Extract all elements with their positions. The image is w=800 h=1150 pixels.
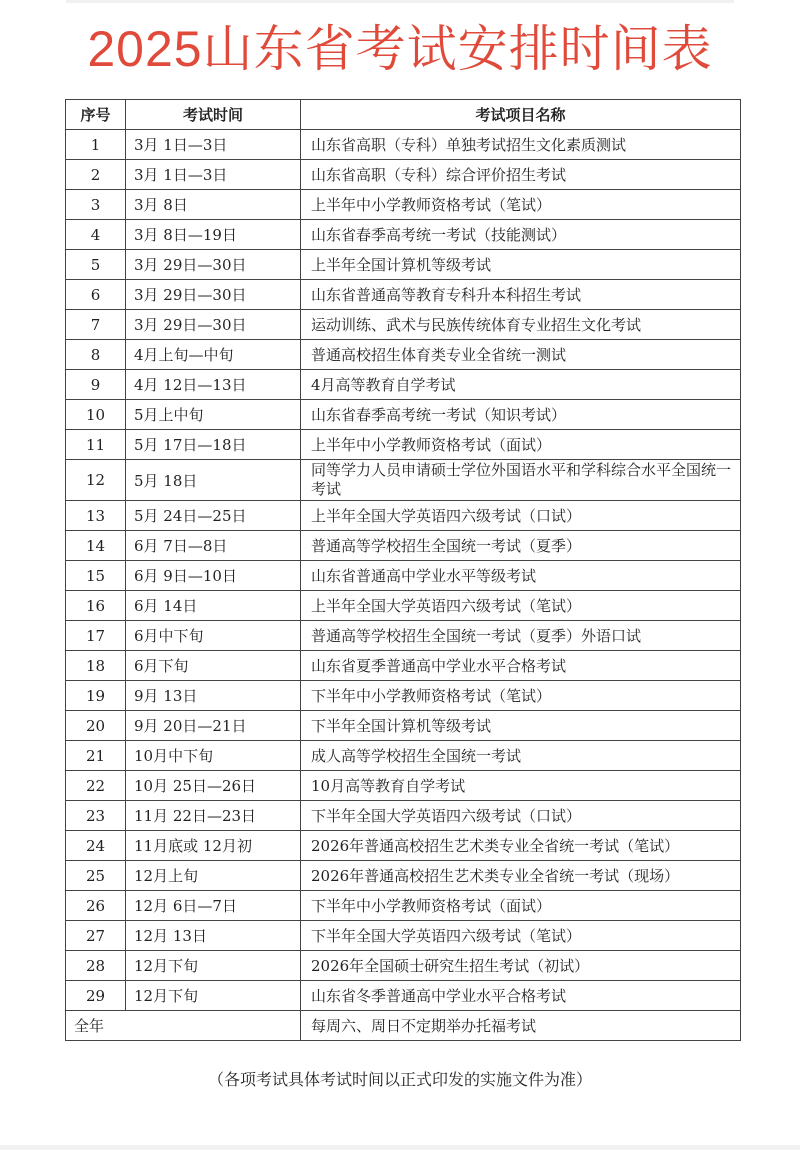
header-num: 序号 [66,100,126,130]
row-time: 3月 1日—3日 [126,130,301,160]
row-num: 18 [66,651,126,681]
table-row-full-year [66,1011,741,1041]
table-row [66,160,741,190]
row-time: 9月 13日 [126,681,301,711]
row-num: 16 [66,591,126,621]
row-time: 12月下旬 [126,981,301,1011]
row-num: 9 [66,370,126,400]
row-num: 24 [66,831,126,861]
row-time: 3月 29日—30日 [126,310,301,340]
table-row [66,951,741,981]
row-num: 11 [66,430,126,460]
row-num: 25 [66,861,126,891]
row-time: 3月 8日 [126,190,301,220]
row-time: 4月 12日—13日 [126,370,301,400]
row-exam-name: 上半年中小学教师资格考试（面试） [301,430,741,460]
row-exam-name: 4月高等教育自学考试 [301,370,741,400]
row-exam-name: 山东省春季高考统一考试（知识考试） [301,400,741,430]
table-row [66,741,741,771]
table-row [66,340,741,370]
row-num: 17 [66,621,126,651]
table-row [66,130,741,160]
table-row [66,250,741,280]
page-title: 2025山东省考试安排时间表 [87,21,713,77]
table-row [66,711,741,741]
row-num: 20 [66,711,126,741]
row-num: 29 [66,981,126,1011]
table-row [66,561,741,591]
row-exam-name: 2026年全国硕士研究生招生考试（初试） [301,951,741,981]
header-time: 考试时间 [126,100,301,130]
row-time: 5月 24日—25日 [126,501,301,531]
row-time: 3月 29日—30日 [126,250,301,280]
table-row [66,501,741,531]
row-exam-name: 同等学力人员申请硕士学位外国语水平和学科综合水平全国统一考试 [301,460,741,501]
table-row [66,801,741,831]
row-time: 12月 13日 [126,921,301,951]
row-num: 5 [66,250,126,280]
row-num: 15 [66,561,126,591]
row-num: 3 [66,190,126,220]
table-row [66,280,741,310]
table-row [66,981,741,1011]
table-row [66,891,741,921]
row-time: 11月 22日—23日 [126,801,301,831]
table-row [66,430,741,460]
row-exam-name: 山东省冬季普通高中学业水平合格考试 [301,981,741,1011]
table-row [66,861,741,891]
row-num: 2 [66,160,126,190]
table-row [66,220,741,250]
table-row [66,310,741,340]
row-exam-name: 运动训练、武术与民族传统体育专业招生文化考试 [301,310,741,340]
row-exam-name: 山东省高职（专科）综合评价招生考试 [301,160,741,190]
row-num: 4 [66,220,126,250]
row-time: 3月 8日—19日 [126,220,301,250]
row-time: 5月上中旬 [126,400,301,430]
row-time: 9月 20日—21日 [126,711,301,741]
row-exam-name: 上半年中小学教师资格考试（笔试） [301,190,741,220]
row-time: 3月 1日—3日 [126,160,301,190]
row-num: 7 [66,310,126,340]
row-time: 4月上旬—中旬 [126,340,301,370]
row-num: 10 [66,400,126,430]
row-exam-name: 上半年全国计算机等级考试 [301,250,741,280]
table-row [66,681,741,711]
table-header-row [66,100,741,130]
row-time: 全年 [66,1011,301,1041]
row-exam-name: 下半年全国大学英语四六级考试（口试） [301,801,741,831]
row-time: 5月 18日 [126,460,301,501]
table-row [66,831,741,861]
row-time: 5月 17日—18日 [126,430,301,460]
row-exam-name: 下半年全国计算机等级考试 [301,711,741,741]
row-exam-name: 下半年全国大学英语四六级考试（笔试） [301,921,741,951]
row-num: 28 [66,951,126,981]
row-num: 1 [66,130,126,160]
row-time: 11月底或 12月初 [126,831,301,861]
row-exam-name: 上半年全国大学英语四六级考试（口试） [301,501,741,531]
row-exam-name: 每周六、周日不定期举办托福考试 [301,1011,741,1041]
row-num: 6 [66,280,126,310]
row-time: 10月中下旬 [126,741,301,771]
row-exam-name: 山东省普通高等教育专科升本科招生考试 [301,280,741,310]
top-divider [66,0,734,3]
row-exam-name: 上半年全国大学英语四六级考试（笔试） [301,591,741,621]
row-exam-name: 2026年普通高校招生艺术类专业全省统一考试（现场） [301,861,741,891]
row-exam-name: 普通高等学校招生全国统一考试（夏季）外语口试 [301,621,741,651]
footnote: （各项考试具体考试时间以正式印发的实施文件为准） [207,1070,592,1089]
table-row [66,591,741,621]
row-time: 12月上旬 [126,861,301,891]
row-num: 13 [66,501,126,531]
table-row [66,460,741,501]
row-exam-name: 下半年中小学教师资格考试（笔试） [301,681,741,711]
row-num: 27 [66,921,126,951]
row-time: 6月下旬 [126,651,301,681]
row-time: 6月 9日—10日 [126,561,301,591]
row-time: 6月 14日 [126,591,301,621]
row-num: 19 [66,681,126,711]
row-num: 21 [66,741,126,771]
exam-schedule-table [65,99,741,1041]
row-time: 6月 7日—8日 [126,531,301,561]
bottom-divider [0,1145,800,1150]
row-time: 12月 6日—7日 [126,891,301,921]
row-time: 12月下旬 [126,951,301,981]
row-num: 22 [66,771,126,801]
table-row [66,651,741,681]
row-num: 12 [66,460,126,501]
row-num: 26 [66,891,126,921]
row-time: 10月 25日—26日 [126,771,301,801]
table-row [66,621,741,651]
row-exam-name: 普通高校招生体育类专业全省统一测试 [301,340,741,370]
table-row [66,771,741,801]
row-exam-name: 山东省春季高考统一考试（技能测试） [301,220,741,250]
row-exam-name: 普通高等学校招生全国统一考试（夏季） [301,531,741,561]
row-time: 3月 29日—30日 [126,280,301,310]
table-row [66,400,741,430]
header-name: 考试项目名称 [301,100,741,130]
row-time: 6月中下旬 [126,621,301,651]
table-row [66,190,741,220]
row-num: 14 [66,531,126,561]
row-exam-name: 山东省普通高中学业水平等级考试 [301,561,741,591]
table-row [66,921,741,951]
row-exam-name: 10月高等教育自学考试 [301,771,741,801]
row-num: 8 [66,340,126,370]
table-row [66,531,741,561]
row-exam-name: 山东省高职（专科）单独考试招生文化素质测试 [301,130,741,160]
row-exam-name: 下半年中小学教师资格考试（面试） [301,891,741,921]
row-exam-name: 成人高等学校招生全国统一考试 [301,741,741,771]
row-exam-name: 山东省夏季普通高中学业水平合格考试 [301,651,741,681]
row-exam-name: 2026年普通高校招生艺术类专业全省统一考试（笔试） [301,831,741,861]
row-num: 23 [66,801,126,831]
table-row [66,370,741,400]
